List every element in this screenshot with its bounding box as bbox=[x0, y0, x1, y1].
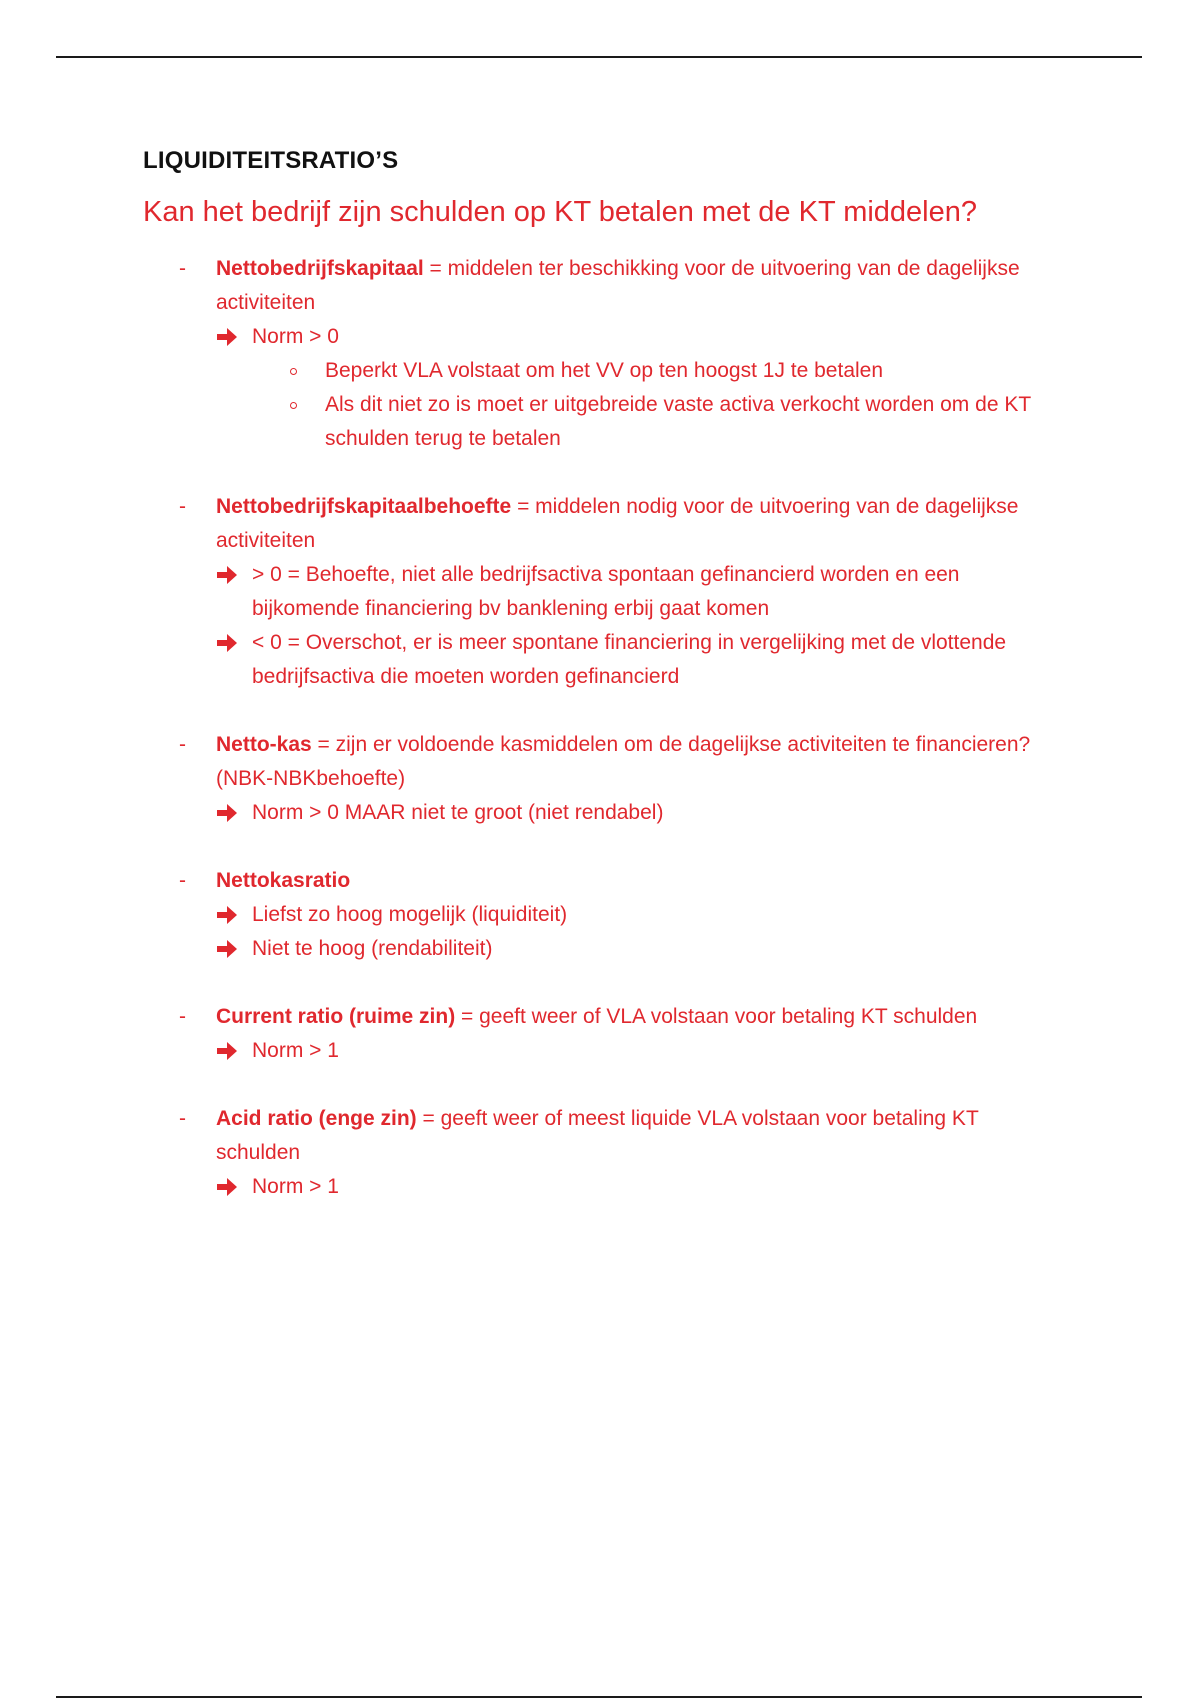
sub-bullet bbox=[216, 354, 1063, 388]
bullet-term: Nettokasratio bbox=[216, 869, 351, 892]
page-title: LIQUIDITEITSRATIO’S bbox=[143, 147, 399, 174]
footer-rule bbox=[56, 1696, 1142, 1698]
right-arrow-icon bbox=[216, 565, 238, 585]
bullet-definition: = middelen ter beschikking voor de uitvoering van de dagelijkse activiteiten bbox=[216, 257, 1020, 314]
bullet-dash: - bbox=[179, 733, 186, 756]
right-arrow-icon bbox=[216, 803, 238, 823]
arrow-text: Norm > 1 bbox=[252, 1175, 339, 1198]
arrow-line bbox=[216, 558, 1063, 626]
sub-bullet-text: Als dit niet zo is moet er uitgebreide vaste activa verkocht worden om de KT schulden terug te betalen bbox=[325, 393, 1031, 450]
bullet-dash: - bbox=[179, 869, 186, 892]
bullet-dash: - bbox=[179, 1107, 186, 1130]
arrow-text: > 0 = Behoefte, niet alle bedrijfsactiva spontaan gefinancierd worden en een bijkomende financiering bv banklening erbij gaat komen bbox=[252, 563, 960, 620]
bullet-dash: - bbox=[179, 257, 186, 280]
arrow-text: Norm > 0 MAAR niet te groot (niet rendabel) bbox=[252, 801, 664, 824]
bullet-term: Nettobedrijfskapitaalbehoefte bbox=[216, 495, 512, 518]
right-arrow-icon bbox=[216, 1041, 238, 1061]
bullet-definition: = geeft weer of VLA volstaan voor betaling KT schulden bbox=[455, 1005, 978, 1028]
header-rule bbox=[56, 56, 1142, 58]
bullet-definition: = middelen nodig voor de uitvoering van de dagelijkse activiteiten bbox=[216, 495, 1019, 552]
arrow-line bbox=[216, 1034, 1063, 1068]
bullet-term: Acid ratio (enge zin) bbox=[216, 1107, 417, 1130]
bullet-item-nettokasratio bbox=[179, 864, 1063, 966]
bullet-text bbox=[216, 490, 1063, 558]
arrow-line bbox=[216, 932, 1063, 966]
right-arrow-icon bbox=[216, 633, 238, 653]
sub-bullet-text: Beperkt VLA volstaat om het VV op ten hoogst 1J te betalen bbox=[325, 359, 884, 382]
bullet-text bbox=[216, 728, 1063, 796]
hollow-circle-icon bbox=[290, 402, 297, 409]
arrow-text: Niet te hoog (rendabiliteit) bbox=[252, 937, 493, 960]
right-arrow-icon bbox=[216, 1177, 238, 1197]
arrow-text: Liefst zo hoog mogelijk (liquiditeit) bbox=[252, 903, 568, 926]
bullet-term: Netto-kas bbox=[216, 733, 312, 756]
bullet-item-nettobedrijfskapitaal bbox=[179, 252, 1063, 456]
bullet-text bbox=[216, 1000, 1063, 1034]
hollow-circle-icon bbox=[290, 368, 297, 375]
arrow-line bbox=[216, 796, 1063, 830]
arrow-text: Norm > 1 bbox=[252, 1039, 339, 1062]
arrow-line bbox=[216, 626, 1063, 694]
right-arrow-icon bbox=[216, 905, 238, 925]
bullet-item-current-ratio bbox=[179, 1000, 1063, 1068]
bullet-item-nettobedrijfskapitaalbehoefte bbox=[179, 490, 1063, 694]
bullet-dash: - bbox=[179, 1005, 186, 1028]
section-question: Kan het bedrijf zijn schulden op KT betalen met de KT middelen? bbox=[143, 196, 978, 228]
bullet-dash: - bbox=[179, 495, 186, 518]
arrow-line bbox=[216, 1170, 1063, 1204]
arrow-line bbox=[216, 898, 1063, 932]
page-content bbox=[143, 140, 1063, 1204]
right-arrow-icon bbox=[216, 939, 238, 959]
bullet-text bbox=[216, 252, 1063, 320]
bullet-item-acid-ratio bbox=[179, 1102, 1063, 1204]
bullet-term: Nettobedrijfskapitaal bbox=[216, 257, 424, 280]
bullet-text bbox=[216, 1102, 1063, 1170]
right-arrow-icon bbox=[216, 327, 238, 347]
arrow-text: Norm > 0 bbox=[252, 325, 339, 348]
sub-bullet bbox=[216, 388, 1063, 456]
bullet-definition: = zijn er voldoende kasmiddelen om de dagelijkse activiteiten te financieren? (NBK-NBKbehoefte) bbox=[216, 733, 1031, 790]
arrow-line bbox=[216, 320, 1063, 354]
bullet-item-netto-kas bbox=[179, 728, 1063, 830]
bullet-text bbox=[216, 864, 1063, 898]
arrow-text: < 0 = Overschot, er is meer spontane financiering in vergelijking met de vlottende bedrijfsactiva die moeten worden gefinancierd bbox=[252, 631, 1007, 688]
bullet-term: Current ratio (ruime zin) bbox=[216, 1005, 456, 1028]
bullet-definition: = geeft weer of meest liquide VLA volstaan voor betaling KT schulden bbox=[216, 1107, 979, 1164]
